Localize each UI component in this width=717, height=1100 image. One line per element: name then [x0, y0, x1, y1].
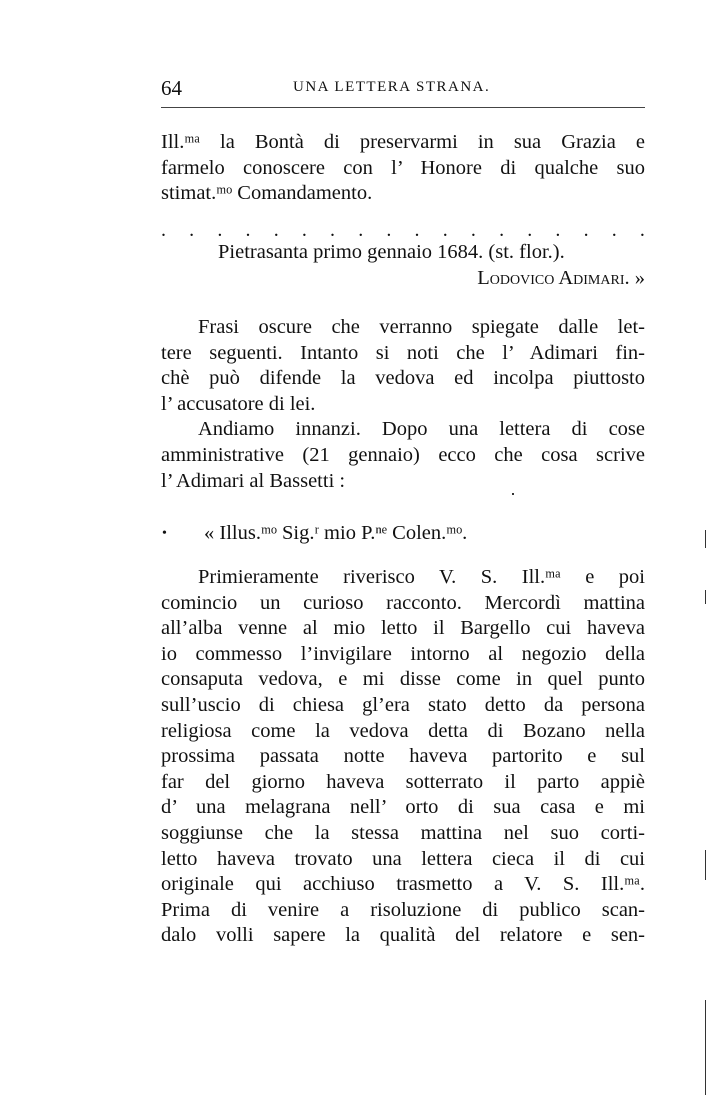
ellipsis-dot: .	[414, 219, 420, 241]
text-line: religiosa come la vedova detta di Bozano nella	[161, 719, 645, 742]
running-title: UNA LETTERA STRANA.	[293, 79, 491, 95]
ellipsis-dot: .	[189, 219, 195, 241]
ellipsis-dot: .	[499, 219, 505, 241]
text-line: l’ accusatore di lei.	[161, 392, 316, 415]
text-line: Andiamo innanzi. Dopo una lettera di cose	[198, 418, 645, 441]
ellipsis-dot: .	[358, 219, 364, 241]
scan-edge-mark	[705, 850, 706, 880]
letter-greeting: « Illus.ᵐᵒ Sig.ʳ mio P.ⁿᵉ Colen.ᵐᵒ.	[204, 522, 468, 544]
text-line: tere seguenti. Intanto si noti che l’ Adimari fin-	[161, 341, 645, 364]
text-line: chè può difende la vedova ed incolpa piuttosto	[161, 367, 645, 390]
text-line: stimat.ᵐᵒ Comandamento.	[161, 182, 373, 205]
scan-speck	[512, 493, 514, 495]
ellipsis-dot: .	[583, 219, 589, 241]
ellipsis-dot: .	[527, 219, 533, 241]
text-line: io commesso l’invigilare intorno al negozio della	[161, 642, 645, 665]
ellipsis-dot: .	[639, 219, 645, 241]
ellipsis-dot: .	[330, 219, 336, 241]
text-line: farmelo conoscere con l’ Honore di qualche suo	[161, 156, 645, 179]
ellipsis-dot: .	[470, 219, 476, 241]
ellipsis-dot: .	[611, 219, 617, 241]
ellipsis-dot: .	[442, 219, 448, 241]
text-line: originale qui acchiuso trasmetto a V. S. Ill.ᵐᵃ.	[161, 873, 645, 896]
scan-edge-mark	[705, 530, 706, 548]
ellipsis-dot: .	[301, 219, 307, 241]
text-line: amministrative (21 gennaio) ecco che cosa scrive	[161, 443, 645, 466]
text-line: consaputa vedova, e mi disse come in quel punto	[161, 668, 645, 691]
ellipsis-dot: .	[555, 219, 561, 241]
header-rule	[161, 107, 645, 108]
text-line: comincio un curioso racconto. Mercordì mattina	[161, 591, 645, 614]
ellipsis-dot: .	[386, 219, 392, 241]
text-line: d’ una melagrana nell’ orto di sua casa e mi	[161, 796, 645, 819]
text-line: Primieramente riverisco V. S. Ill.ᵐᵃ e poi	[198, 566, 645, 588]
letter-body	[161, 565, 645, 949]
text-line: all’alba venne al mio letto il Bargello cui haveva	[161, 617, 645, 640]
scan-edge-mark	[705, 590, 706, 604]
letter-signature: Lodovico Adimari. »	[477, 267, 645, 289]
ellipsis-row	[161, 220, 645, 240]
letter-close	[161, 130, 645, 207]
text-line: letto haveva trovato una lettera cieca il di cui	[161, 847, 645, 870]
ellipsis-dot: .	[273, 219, 279, 241]
text-line: sull’uscio di chiesa gl’era stato detto da persona	[161, 693, 645, 716]
ellipsis-dot: .	[161, 219, 166, 241]
letter-date: Pietrasanta primo gennaio 1684. (st. flor.).	[218, 241, 565, 263]
text-line: prossima passata notte haveva partorito e sul	[161, 745, 645, 768]
ellipsis-dot: .	[245, 219, 251, 241]
page-number: 64	[161, 76, 182, 100]
text-line: l’ Adimari al Bassetti :	[161, 469, 346, 492]
text-line: Prima di venire a risoluzione di publico scan-	[161, 898, 645, 921]
commentary	[161, 315, 645, 494]
page-header	[161, 76, 645, 102]
ellipsis-dot: .	[217, 219, 223, 241]
text-line: dalo volli sapere la qualità del relatore e sen-	[161, 924, 645, 947]
margin-bullet: •	[162, 526, 167, 541]
scan-edge-mark	[705, 1000, 706, 1095]
text-line: soggiunse che la stessa mattina nel suo corti-	[161, 821, 645, 844]
text-line: Frasi oscure che verranno spiegate dalle let-	[198, 316, 645, 338]
text-line: far del giorno haveva sotterrato il parto appiè	[161, 770, 645, 793]
text-line: Ill.ᵐᵃ la Bontà di preservarmi in sua Grazia e	[161, 131, 645, 153]
